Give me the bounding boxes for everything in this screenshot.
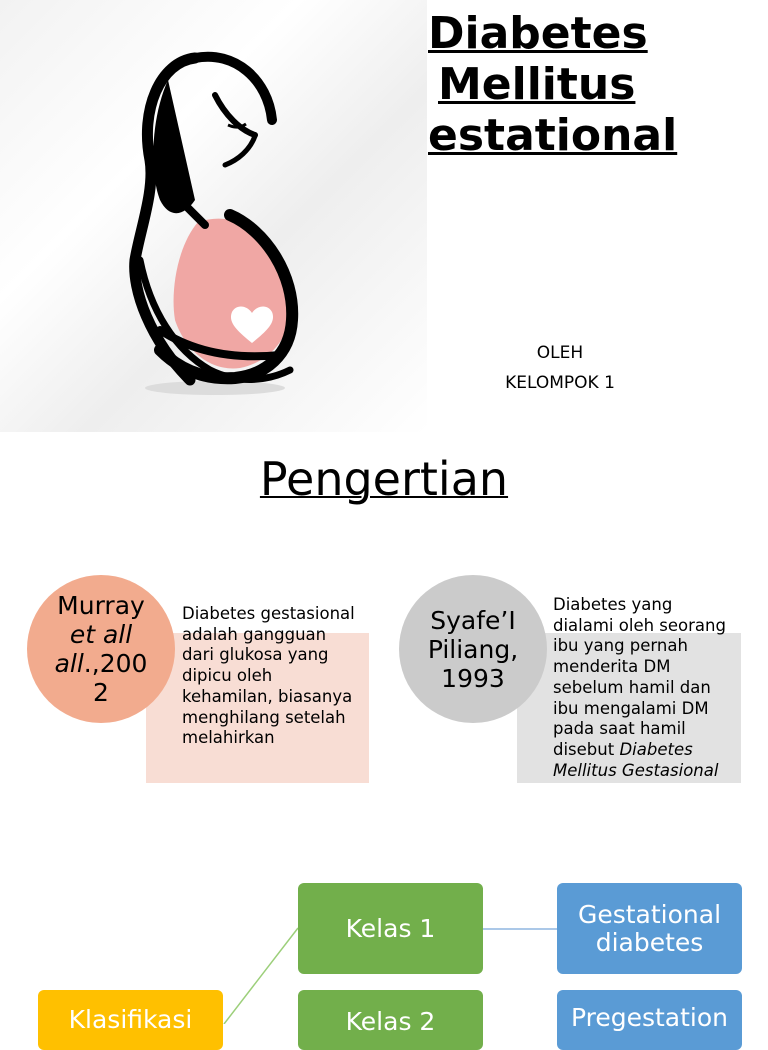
author-byline — [470, 338, 650, 398]
circle-all: all — [54, 649, 84, 678]
type-label: diabetes — [595, 927, 704, 957]
definition-plain: Diabetes yang dialami oleh seorang ibu yang pernah menderita DM sebelum hamil dan ibu mengalami DM pada saat hamil disebut — [553, 595, 726, 759]
circle-line: Syafe’I — [430, 605, 516, 635]
pregnant-woman-illustration — [0, 0, 427, 432]
byline-label: OLEH — [536, 343, 584, 363]
class-1-label: Kelas 1 — [345, 913, 436, 943]
byline-group: KELOMPOK 1 — [505, 373, 615, 393]
circle-line: Piliang, — [427, 634, 519, 664]
definition-text-right — [553, 595, 738, 781]
circle-etall: et all — [69, 620, 133, 649]
definition-text-left: Diabetes gestasional adalah gangguan dari glukosa yang dipicu oleh kehamilan, biasanya menghilang setelah melahirkan — [182, 604, 355, 748]
classification-root-box — [38, 990, 223, 1050]
class-1-box — [298, 883, 483, 974]
definition-italic: Diabetes Mellitus Gestasional — [553, 739, 719, 780]
circle-year: .,200 — [83, 649, 148, 678]
circle-line: 1993 — [441, 663, 505, 693]
pregnant-woman-icon — [0, 0, 427, 432]
type-label: Gestational — [577, 899, 722, 929]
class-2-box — [298, 990, 483, 1050]
source-circle-syafei — [399, 575, 547, 723]
pregestation-box — [557, 990, 742, 1050]
slide-heading: Pengertian — [259, 452, 509, 506]
title-line: Diabetes — [428, 8, 648, 59]
class-2-label: Kelas 2 — [345, 1007, 436, 1036]
circle-year-end: 2 — [93, 678, 109, 707]
title-line: Mellitus — [438, 59, 636, 110]
presentation-title — [428, 8, 728, 161]
type-label: Pregestation — [570, 1003, 729, 1032]
title-slide — [0, 0, 768, 432]
title-line: estational — [428, 110, 678, 161]
gestational-diabetes-box — [557, 883, 742, 974]
source-circle-murray — [27, 575, 175, 723]
root-label: Klasifikasi — [68, 1005, 193, 1034]
circle-author: Murray — [57, 591, 145, 620]
